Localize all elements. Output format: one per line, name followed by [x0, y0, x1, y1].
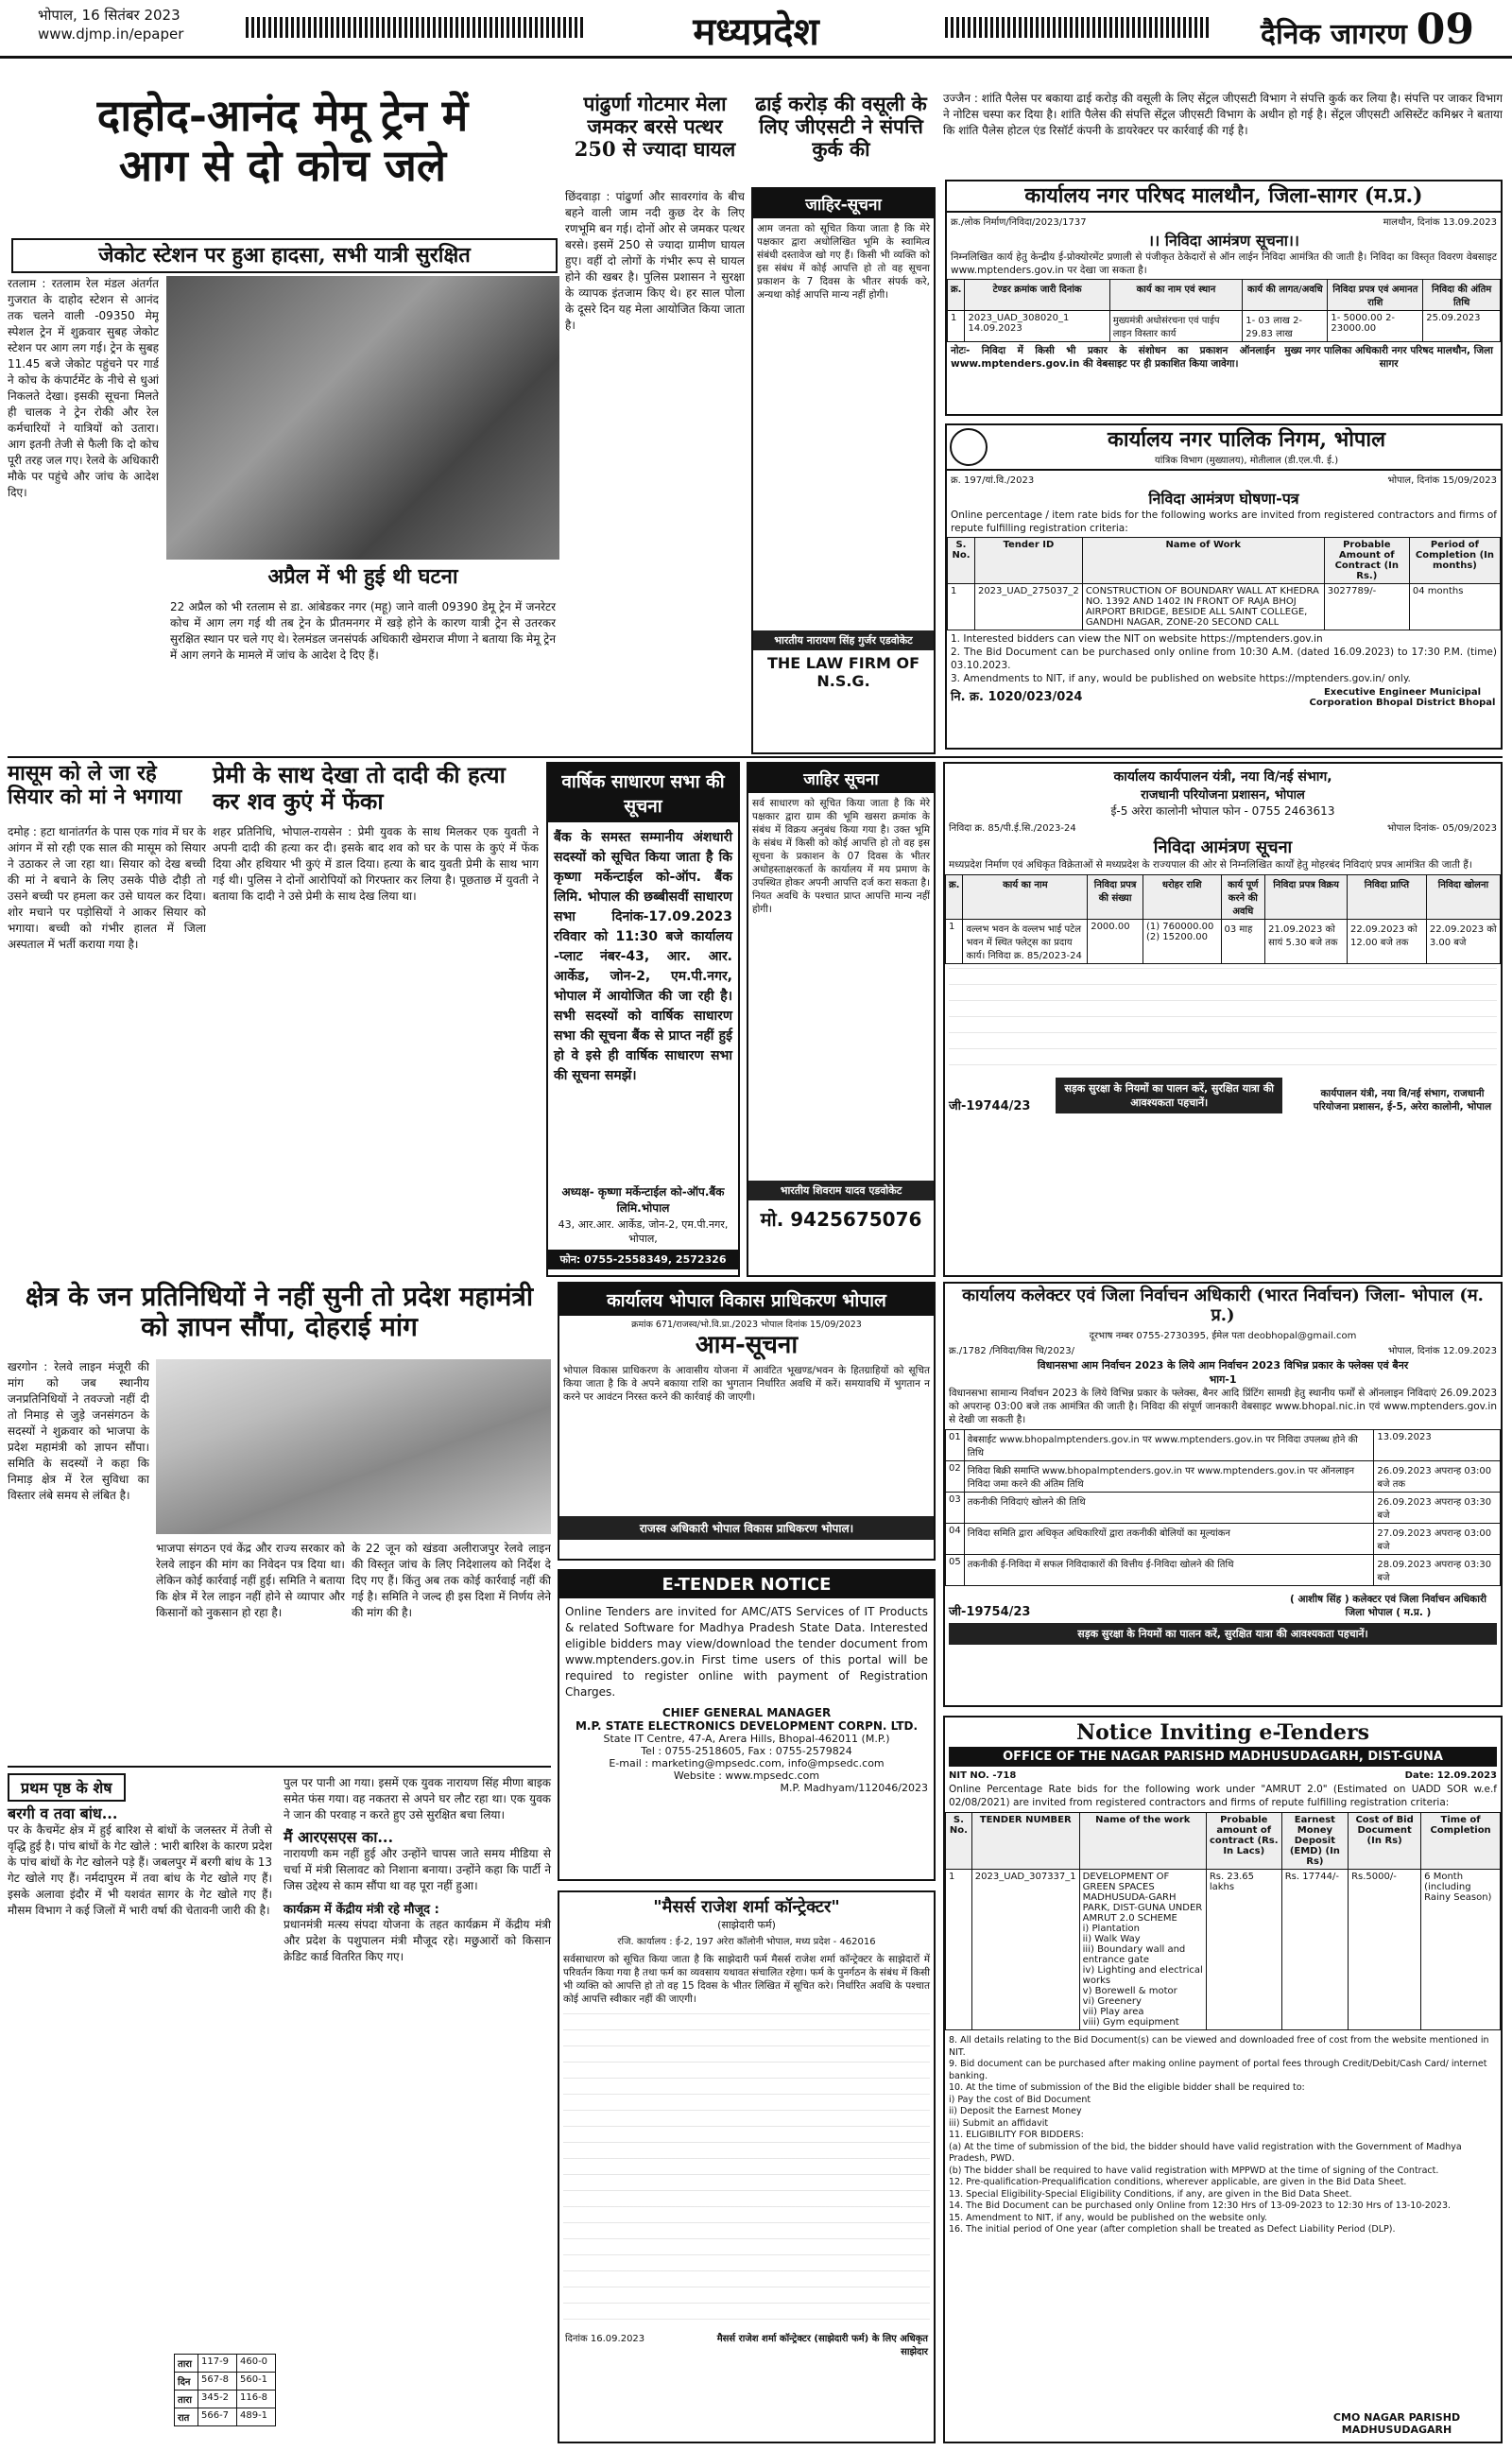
masthead-hatch-left: [246, 17, 586, 38]
bda-sub: आम-सूचना: [695, 1331, 799, 1359]
table-row: 1 वल्लभ भवन के वल्लभ भाई पटेल भवन में स्थित फ्लेट्स का प्रदाय कार्य। निविदा क्र. 85/2023-24 2000.00 (1) 760000.00 (2) 15200.00 03 माह 21.09.2023 को सायं 5.30 बजे तक 22.09.2023 को 12.00 बजे तक 22.09.2023 को 3.00 बजे: [946, 920, 1501, 964]
kalyan-date: भोपाल दिनांक- 05/09/2023: [1387, 823, 1497, 834]
table-row: 1 2023_UAD_307337_1 DEVELOPMENT OF GREEN SPACES MADHUSUDA-GARH PARK, DIST-GUNA UNDER AMRUT 2.0 SCHEME i) Plantation ii) Walk Way iii) Boundary wall and entrance gate iv) Lighting and electrical works v) Borewell & motor vi) Greenery vii) Play area viii) Gym equipment Rs. 23.65 lakhs Rs. 17744/- Rs.5000/- 6 Month (including Rainy Season): [946, 1870, 1501, 2030]
janpratinidhi-body-3: के 22 जून को खंडवा अलीराजपुर रेलवे लाइन की विस्तृत जांच के लिए निदेशालय को निर्देश दे दिए गए हैं। किंतु अब तक कोई कार्रवाई नहीं की गई है। समिति ने जल्द ही इस दिशा में निर्णय लेने की मांग की है।: [352, 1542, 551, 1619]
masum-body: दमोह : हटा थानांतर्गत के पास एक गांव में घर के आंगन में सो रही एक साल की मासूम को सियार ने उठाकर ले जा रहा था। सियार को देख बच्ची की मां ने बचाने के लिए उसके पीछे दौड़ी तो उसने बच्ची पर हमला कर उसे घायल कर दिया। शोर मचाने पर पड़ोसियों ने आकर सियार को भगाया। बच्ची को गंभीर हालत में जिला अस्पताल में भर्ती कराया गया है।: [8, 825, 206, 951]
bmc-title: कार्यालय नगर पालिक निगम, भोपाल: [1107, 427, 1386, 453]
lead-headline-2: आग से दो कोच जले: [118, 139, 447, 191]
rain-table: [174, 2354, 276, 2426]
bda-notice: [558, 1282, 936, 1561]
malthone-intro: निम्नलिखित कार्य हेतु केन्द्रीय ई-प्रोक्योरमेंट प्रणाली से पंजीकृत ठेकेदारों से ऑन लाईन निविदा आमंत्रित की जाती है। निविदा का विस्तृत विवरण वेबसाइट www.mptenders.gov.in पर देखा जा सकता है।: [951, 251, 1497, 277]
pratham-body-4: प्रधानमंत्री मत्स्य संपदा योजना के तहत कार्यक्रम में केंद्रीय मंत्री और प्रदेश के पशुपालन मंत्री मौजूद रहे। मछुआरों को किसान क्रेडिट कार्ड वितरित किए गए।: [284, 1918, 551, 1964]
masthead-section: मध्यप्रदेश: [693, 9, 819, 54]
guna-ref: NIT NO. -718: [949, 1770, 1017, 1782]
collector-part: भाग-1: [1209, 1373, 1237, 1387]
janpratinidhi-headline: क्षेत्र के जन प्रतिनिधियों ने नहीं सुनी तो प्रदेश महामंत्री को ज्ञापन सौंपा, दोहराई मांग: [25, 1281, 534, 1343]
etender-ro: M.P. Madhyam/112046/2023: [780, 1782, 928, 1794]
malthone-ref: क्र./लोक निर्माण/निविदा/2023/1737: [951, 217, 1087, 229]
bda-sign: राजस्व अधिकारी भोपाल विकास प्राधिकरण भोपाल।: [559, 1516, 934, 1540]
table-row: 1 2023_UAD_275037_2 CONSTRUCTION OF BOUNDARY WALL AT KHEDRA NO. 1392 AND 1402 IN FRONT OF RAJA BHOJ AIRPORT BRIDGE, BESIDE ALL SAINT COLLEGE, GANDHI NAGAR, ZONE-20 SECOND CALL 3027789/- 04 months: [948, 584, 1501, 630]
lead-photo-body: 22 अप्रैल को भी रतलाम से डा. आंबेडकर नगर (महू) जाने वाली 09390 डेमू ट्रेन में जनरेटर कोच में आग लग गई थी तब ट्रेन के प्रीतमनगर में खड़े होने के कारण यात्री ट्रेन से उतरकर सुरक्षित स्थान पर चले गए थे। रेलमंडल जनसंपर्क अधिकारी खेमराज मीणा ने बताया कि मेमू ट्रेन में आग लगने के मामले में जांच के आदेश दे दिए हैं।: [170, 600, 556, 662]
table-row: तारा 345-2 116-8: [175, 2391, 276, 2408]
pratham-section: [8, 1766, 551, 2443]
bmc-notice: निविदा आमंत्रण घोषणा-पत्र: [1148, 490, 1299, 508]
kalyan-notice: निविदा आमंत्रण सूचना: [1153, 837, 1293, 857]
bmc-sub: यांत्रिक विभाग (मुख्यालय), मोतीलाल (डी.एल.पी. ई.): [1154, 455, 1339, 466]
collector-intro: विधानसभा सामान्य निर्वाचन 2023 के लिये विभिन्न प्रकार के फ्लेक्स, बैनर आदि प्रिंटिंग सामग्री हेतु स्थानीय फर्मों से ऑनलाइन निविदाएं 26.09.2023 को अपरान्ह 03:00 बजे तक आमंत्रित की जाती है। निविदा की संपूर्ण जानकारी वेबसाइट www.bhopal.nic.in एवं www.mptenders.gov.in से देखी जा सकती है।: [949, 1388, 1497, 1426]
lead-photo-caption: अप्रैल में भी हुई थी घटना: [267, 564, 458, 589]
jahir-notice-2: [747, 762, 936, 1277]
collector-slogan: सड़क सुरक्षा के नियमों का पालन करें, सुरक्षित यात्रा की आवश्यकता पहचानें।: [949, 1623, 1497, 1645]
bmc-ref: क्र. 197/यां.वि./2023: [951, 475, 1035, 486]
collector-ro: जी-19754/23: [949, 1605, 1031, 1620]
agm-notice: [546, 762, 740, 1277]
jahir-1-advocate: भारतीय नारायण सिंह गुर्जर एडवोकेट: [753, 630, 934, 650]
pratham-body-1: पर के कैचमेंट क्षेत्र में हुई बारिश से बांधों के जलस्तर में तेजी से वृद्धि हुई है। पांच बांधों के गेट खोले : भारी बारिश के कारण प्रदेश के पांच बांधों के गेट खोलने पड़े हैं। जबलपुर में बरगी बांध के 13 गेट खोले गए हैं। नर्मदापुरम में तवा बांध के गेट खोले गए हैं। इसके अलावा इंदौर में भी यशवंत सागर के गेट खोले गए हैं। मौसम विभाग ने कई जिलों में भारी वर्षा की चेतावनी जारी की है।: [8, 1823, 272, 1918]
agm-sign: अध्यक्ष- कृष्णा मर्केन्टाईल को-ऑप.बैंक लिमि.भोपाल: [561, 1185, 725, 1215]
bmc-table: S. No. Tender ID Name of Work Probable Amount of Contract (In Rs.) Period of Completion (In months) 1 2023_UAD_275037_2 CONSTRUCTION OF BOUNDARY WALL AT KHEDRA NO. 1392 AND 1402 IN FRONT OF RAJA BHOJ AIRPORT BRIDGE, BESIDE ALL SAINT COLLEGE, GANDHI NAGAR, ZONE-20 SECOND CALL 3027789/- 04 months: [947, 537, 1501, 630]
agm-phone: फोन: 0755-2558349, 2572326: [548, 1250, 738, 1269]
lead-headline-block: [8, 91, 558, 195]
malthone-h5: निविदा की अंतिम तिथि: [1423, 280, 1501, 311]
malthone-h3: कार्य की लागत/अवधि: [1243, 280, 1328, 311]
malthone-h0: क्र.: [948, 280, 965, 311]
bmc-seal-icon: [950, 428, 988, 466]
malthone-table: [947, 279, 1501, 342]
bda-body: भोपाल विकास प्राधिकरण के आवासीय योजना में आवंटित भूखण्ड/भवन के हितग्राहियों को सूचित किया जाता है कि वे अपने बकाया राशि का भुगतान निर्धारित अवधि में करें। समयावधि में भुगतान न करने पर आवंटन निरस्त करने की कार्रवाई की जाएगी।: [563, 1364, 930, 1403]
bmc-tender: [945, 423, 1503, 750]
table-row: 03 तकनीकी निविदाएं खोलने की तिथि 26.09.2023 अपरान्ह 03:30 बजे: [946, 1493, 1501, 1524]
etender-body: Online Tenders are invited for AMC/ATS Services of IT Products & related Software for Madhya Pradesh State Data. Interested eligible bidders may view/download the tender document from www.mptenders.gov.in First time users of this portal will be required to register online with payment of Registration Charges.: [565, 1605, 928, 1699]
malthone-signatory: मुख्य नगर पालिका अधिकारी नगर परिषद मालथौन, जिला सागर: [1284, 345, 1493, 371]
jahir-2-advocate: भारतीय शिवराम यादव एडवोकेट: [748, 1181, 934, 1200]
malthone-h1: टेण्डर क्रमांक जारी दिनांक: [965, 280, 1109, 311]
guna-tender: [943, 1716, 1503, 2443]
lead-body: रतलाम : रतलाम रेल मंडल अंतर्गत गुजरात के दाहोद स्टेशन से आनंद तक चलने वाली -09350 मेमू स्पेशल ट्रेन में शुक्रवार सुबह जेकोट स्टेशन पर आग लग गई। ट्रेन के सुबह 11.45 बजे जेकोट पहुंचने पर गार्ड ने कोच के कंपार्टमेंट के नीचे से धुआं निकलते देखा। इसकी सूचना मिलते ही चालक ने ट्रेन रोकी और रेल कर्मचारियों ने यात्रियों को उतारा। आग इतनी तेजी से फैली कि दो कोच पूरी तरह जल गए। रेलवे के अधिकारी मौके पर पहुंचे और जांच के आदेश दिए।: [8, 277, 159, 499]
malthone-tender: [945, 180, 1503, 416]
kalyan-intro: मध्यप्रदेश निर्माण एवं अधिकृत विक्रेताओं से मध्यप्रदेश के राज्यपाल की ओर से निम्नलिखित कार्यों हेतु मोहरबंद निविदाएं प्रपत्र आमंत्रित की जाती हैं।: [949, 859, 1472, 871]
collector-ref: क्र./1782 /निविदा/विस चि/2023/: [949, 1346, 1075, 1357]
agm-addr: 43, आर.आर. आर्केड, जोन-2, एम.पी.नगर, भोपाल,: [558, 1218, 729, 1245]
bda-ref: क्रमांक 671/राजस्व/भो.वि.प्रा./2023 भोपाल दिनांक 15/09/2023: [631, 1320, 862, 1330]
table-row: 05 तकनीकी ई-निविदा में सफल निविदाकारों की वित्तीय ई-निविदा खोलने की तिथि 28.09.2023 अपरान्ह 03:30 बजे: [946, 1555, 1501, 1586]
paper-name: दैनिक जागरण: [1261, 18, 1407, 51]
masthead: [0, 0, 1512, 59]
lead-train-photo: [166, 276, 559, 560]
kalyan-slogan: सड़क सुरक्षा के नियमों का पालन करें, सुरक्षित यात्रा की आवश्यकता पहचानें।: [1056, 1078, 1282, 1113]
kalyan-ref: निविदा क्र. 85/पी.ई.सि./2023-24: [949, 823, 1076, 834]
malthone-h4: निविदा प्रपत्र एवं अमानत राशि: [1328, 280, 1423, 311]
premi-body: शहर प्रतिनिधि, भोपाल-रायसेन : प्रेमी युवक के साथ मिलकर एक युवती ने अपनी दादी की हत्या कर दी। इसके बाद शव को घर के पास के कुएं में फेंक दिया और हथियार भी कुएं में डाल दिया। हत्या के बाद युवती प्रेमी के साथ भाग गई थी। पुलिस ने दोनों आरोपियों को गिरफ्तार कर लिया है। पूछताछ में युवती ने बताया कि दादी ने उसे प्रेमी के साथ देख लिया था।: [213, 825, 539, 903]
malthone-date: मालथौन, दिनांक 13.09.2023: [1383, 217, 1497, 229]
bmc-intro: Online percentage / item rate bids for the following works are invited from registered contractors and firms of repute fulfilling registration criteria:: [951, 509, 1497, 534]
pratham-h3: कार्यक्रम में केंद्रीय मंत्री रहे मौजूद :: [284, 1903, 439, 1918]
guna-sign: CMO NAGAR PARISHD MADHUSUDAGARH: [1332, 2411, 1461, 2436]
rajesh-sub: (साझेदारी फर्म): [717, 1918, 776, 1931]
jahir-1-body: आम जनता को सूचित किया जाता है कि मेरे पक्षकार द्वारा अधोलिखित भूमि के स्वामित्व संबंधी दस्तावेज खो गए हैं। किसी भी व्यक्ति को इस संबंध में कोई आपत्ति हो तो वह सूचना प्रकाशन के 7 दिवस के भीतर संपर्क करे, अन्यथा कोई आपत्ति मान्य नहीं होगी।: [757, 223, 930, 301]
collector-title: कार्यालय कलेक्टर एवं जिला निर्वाचन अधिकारी (भारत निर्वाचन) जिला- भोपाल (म. प्र.): [962, 1286, 1484, 1325]
pratham-body-2: पुल पर पानी आ गया। इसमें एक युवक नारायण सिंह मीणा बाइक समेत फंस गया। वह नकतरा से अपने घर लौट रहा था। एक युवक ने जान की परवाह न करते हुए उसे सुरक्षित बचा लिया।: [284, 1776, 551, 1821]
rajesh-sign: मैसर्स राजेश शर्मा कॉन्ट्रेक्टर (साझेदारी फर्म) के लिए अधिकृत साझेदार: [716, 2333, 928, 2357]
jahir-1-firm: THE LAW FIRM OF N.S.G.: [766, 654, 920, 690]
table-row: दिन 567-8 560-1: [175, 2373, 276, 2391]
collector-contact: दूरभाष नम्बर 0755-2730395, ईमेल पता deobhopal@gmail.com: [1089, 1331, 1357, 1342]
kalyan-title: कार्यालय कार्यपालन यंत्री, नया वि/नई संभाग,: [1113, 769, 1332, 785]
jahir-notice-1: [751, 187, 936, 754]
masthead-hatch-right: [945, 17, 1210, 38]
jahir-2-phone: मो. 9425675076: [760, 1208, 922, 1231]
masthead-url[interactable]: www.djmp.in/epaper: [38, 26, 184, 43]
guna-intro: Online Percentage Rate bids for the following work under "AMRUT 2.0" (Estimated on UADD SOR w.e.f 02/08/2021) are invited from registered contractors and firms of repute fulfilling registration criteria:: [949, 1784, 1497, 1809]
page-number: 09: [1416, 6, 1474, 54]
kalyan-sign: कार्यपालन यंत्री, नया वि/नई संभाग, राजधानी परियोजना प्रशासन, ई-5, अरेरा कालोनी, भोपाल: [1313, 1088, 1492, 1113]
masthead-date: भोपाल, 16 सितंबर 2023: [38, 7, 180, 24]
pratham-title: प्रथम पृष्ठ के शेष: [8, 1773, 126, 1802]
table-row: 02 निविदा बिक्री समाप्ति www.bhopalmptenders.gov.in पर www.mptenders.gov.in पर ऑनलाइन निविदा जमा करने की अंतिम तिथि 26.09.2023 अपरान्ह 03:00 बजे तक: [946, 1461, 1501, 1493]
guna-date: Date: 12.09.2023: [1404, 1770, 1497, 1782]
malthone-note: नोटः- निविदा में किसी भी प्रकार के संशोधन का प्रकाशन ऑनलाईन www.mptenders.gov.in की वेबसाइट पर ही प्रकाशित किया जावेगा।: [951, 345, 1276, 371]
guna-table: S. No. TENDER NUMBER Name of the work Probable amount of contract (Rs. In Lacs) Earnest Money Deposit (EMD) (In Rs) Cost of Bid Document (In Rs) Time of Completion 1 2023_UAD_307337_1 DEVELOPMENT OF GREEN SPACES MADHUSUDA-GARH PARK, DIST-GUNA UNDER AMRUT 2.0 SCHEME i) Plantation ii) Walk Way iii) Boundary wall and entrance gate iv) Lighting and electrical works v) Borewell & motor vi) Greenery vii) Play area viii) Gym equipment Rs. 23.65 lakhs Rs. 17744/- Rs.5000/- 6 Month (including Rainy Season): [945, 1812, 1501, 2030]
rajesh-title: "मैसर्स राजेश शर्मा कॉन्ट्रेक्टर": [653, 1897, 840, 1917]
masthead-paper: [1261, 6, 1474, 54]
lead-subhead: जेकोट स्टेशन पर हुआ हादसा, सभी यात्री सुरक्षित: [11, 238, 558, 273]
masthead-dateline: [38, 6, 183, 43]
malthone-notice: ।। निविदा आमंत्रण सूचना।।: [1148, 232, 1299, 250]
jahir-1-title: जाहिर-सूचना: [753, 189, 934, 218]
kalyan-table: क्र. कार्य का नाम निविदा प्रपत्र की संख्या धरोहर राशि कार्य पूर्ण करने की अवधि निविदा प्रपत्र विक्रय निविदा प्राप्ति निविदा खोलना 1 वल्लभ भवन के वल्लभ भाई पटेल भवन में स्थित फ्लेट्स का प्रदाय कार्य। निविदा क्र. 85/2023-24 2000.00 (1) 760000.00 (2) 15200.00 03 माह 21.09.2023 को सायं 5.30 बजे तक 22.09.2023 को 12.00 बजे तक 22.09.2023 को 3.00 बजे: [945, 874, 1501, 964]
kalyan-addr: ई-5 अरेरा कालोनी भोपाल फोन - 0755 2463613: [1110, 804, 1335, 818]
kalyan-ro: जी-19744/23: [949, 1099, 1031, 1113]
collector-tender: [943, 1282, 1503, 1707]
bmc-date: भोपाल, दिनांक 15/09/2023: [1387, 475, 1497, 486]
guna-conditions: 8. All details relating to the Bid Document(s) can be viewed and downloaded free of cost from the website mentioned in NIT. 9. Bid document can be purchased after making online payment of portal fees through Credit/Debit/Cash Card/ internet banking. 10. At the time of submission of the Bid the eligible bidder shall be required to: i) Pay the cost of Bid Document ii) Deposit the Earnest Money iii) Submit an affidavit 11. ELIGIBILITY FOR BIDDERS: (a) At the time of submission of the bid, the bidder should have valid registration with the Government of Madhya Pradesh, PWD. (b) The bidder shall be required to have valid registration with MPPWD at the time of signing of the Contract. 12. Pre-qualification-Prequalification conditions, wherever applicable, are given in the Bid Data Sheet. 13. Special Eligibility-Special Eligibility Conditions, if any, are given in the Bid Data Sheet. 14. The Bid Document can be purchased only Online from 12:30 Hrs of 13-09-2023 to 12:30 Hrs of 13-10-2023. 15. Amendment to NIT, if any, would be published on the website only. 16. The initial period of One year (after completion shall be treated as Defect Liability Period (DLP).: [949, 2035, 1489, 2235]
table-row: 1 2023_UAD_308020_1 14.09.2023 मुख्यमंत्री अधोसंरचना एवं पाईप लाइन विस्तार कार्य 1- 03 लाख 2- 29.83 लाख 1- 5000.00 2- 23000.00 25.09.2023: [948, 311, 1501, 342]
masum-headline: मासूम को ले जा रहे सियार को मां ने भगाया: [8, 761, 182, 810]
table-row: 01 वेबसाईट www.bhopalmptenders.gov.in पर www.mptenders.gov.in पर निविदा उपलब्ध होने की तिथि 13.09.2023: [946, 1430, 1501, 1461]
etender-org: M.P. STATE ELECTRONICS DEVELOPMENT CORPN. LTD.: [575, 1719, 919, 1733]
agm-title: वार्षिक साधारण सभा की सूचना: [548, 764, 738, 822]
bmc-notes: 1. Interested bidders can view the NIT on website https://mptenders.gov.in 2. The Bid Document can be purchased only online from 10:30 A.M. (dated 16.09.2023) to 17:30 P.M. (time) 03.10.2023. 3. Amendments to NIT, if any, would be published on website https://mptenders.gov.in/ only.: [951, 633, 1497, 684]
janpratinidhi-body-1: खरगोन : रेलवे लाइन मंजूरी की मांग को जब स्थानीय जनप्रतिनिधियों ने तवज्जो नहीं दी तो निमाड़ से जुड़े जनसंगठन के सदस्यों ने शुक्रवार को भाजपा के प्रदेश महामंत्री को ज्ञापन सौंपा। समिति के सदस्यों ने कहा कि निमाड़ क्षेत्र में रेल सुविधा का विस्तार लंबे समय से लंबित है।: [8, 1360, 149, 1502]
bmc-signatory: Executive Engineer Municipal Corporation Bhopal District Bhopal: [1309, 687, 1496, 708]
bda-title: कार्यालय भोपाल विकास प्राधिकरण भोपाल: [559, 1284, 934, 1316]
kalyan-sub: राजधानी परियोजना प्रशासन, भोपाल: [1141, 788, 1305, 803]
mela-body: छिंदवाड़ा : पांढुर्णा और सावरगांव के बीच बहने वाली जाम नदी कुछ देर के लिए रणभूमि बन गई। दोनों ओर से जमकर पत्थर बरसे। इसमें 250 से ज्यादा ग्रामीण घायल हुए। वहीं दो लोगों के गंभीर रूप से घायल होने की खबर है। पुलिस प्रशासन ने सुरक्षा के व्यापक इंतजाम किए थे। हर साल पोला के दूसरे दिन यह मेला आयोजित किया जाता है।: [565, 190, 745, 332]
collector-subject: विधानसभा आम निर्वाचन 2023 के लिये आम निर्वाचन 2023 विभिन्न प्रकार के फ्लेक्स एवं बैनर: [1037, 1359, 1409, 1372]
pratham-h1: बरगी व तवा बांध...: [8, 1804, 118, 1822]
lead-headline-1: दाहोद-आनंद मेमू ट्रेन में: [96, 91, 469, 141]
malthone-title: कार्यालय नगर परिषद मालथौन, जिला-सागर (म.प्र.): [947, 181, 1501, 213]
pratham-body-3: नारायणी कम नहीं हुई और उन्होंने चापस जाते समय मीडिया से चर्चा में मंत्री सिलावट को निशाना बनाया। उन्होंने कहा कि पार्टी ने जिस उद्देश्य से काम सौंपा था वह पूरा नहीं हुआ।: [284, 1847, 551, 1893]
rajesh-notice: [558, 1890, 936, 2443]
malthone-h2: कार्य का नाम एवं स्थान: [1109, 280, 1243, 311]
etender-notice: [558, 1569, 936, 1881]
guna-sub: OFFICE OF THE NAGAR PARISHD MADHUSUDAGARH, DIST-GUNA: [949, 1747, 1497, 1767]
rajesh-addr: रजि. कार्यालय : ई-2, 197 अरेरा कॉलोनी भोपाल, मध्य प्रदेश - 462016: [617, 1936, 876, 1947]
premi-headline: प्रेमी के साथ देखा तो दादी की हत्या कर शव कुएं में फेंका: [213, 761, 506, 815]
etender-addr: State IT Centre, 47-A, Arera Hills, Bhopal-462011 (M.P.): [603, 1733, 890, 1745]
kalyan-tender: [943, 762, 1503, 1277]
jahir-2-body: सर्व साधारण को सूचित किया जाता है कि मेरे पक्षकार द्वारा ग्राम की भूमि खसरा क्रमांक के संबंध में विक्रय अनुबंध किया गया है। उक्त भूमि के संबंध में किसी को कोई आपत्ति हो तो वह इस सूचना के प्रकाशन के 07 दिवस के भीतर अधोहस्ताक्षरकर्ता के कार्यालय में मय प्रमाण के उपस्थित होकर अपनी आपत्ति दर्ज करा सकता है। नियत अवधि के पश्चात प्राप्त आपत्ति मान्य नहीं होगी।: [752, 798, 930, 915]
etender-phone: Tel : 0755-2518605, Fax : 0755-2579824: [641, 1745, 852, 1757]
table-row: तारा 117-9 460-0: [175, 2355, 276, 2373]
collector-date: भोपाल, दिनांक 12.09.2023: [1387, 1346, 1497, 1357]
bmc-ro: नि. क्र. 1020/023/024: [951, 690, 1083, 704]
collector-sign: ( आशीष सिंह ) कलेक्टर एवं जिला निर्वाचन अधिकारी जिला भोपाल ( म.प्र. ): [1290, 1594, 1486, 1619]
janpratinidhi-body-2: भाजपा संगठन एवं केंद्र और राज्य सरकार को रेलवे लाइन की मांग का निवेदन पत्र दिया था। लेकिन कोई कार्रवाई नहीं हुई। समिति ने बताया कि क्षेत्र में रेल लाइन नहीं होने से व्यापार और किसानों को नुकसान हो रहा है।: [156, 1542, 345, 1619]
table-row: 04 निविदा समिति द्वारा अधिकृत अधिकारियों द्वारा तकनीकी बोलियों का मूल्यांकन 27.09.2023 अपरान्ह 03:00 बजे: [946, 1524, 1501, 1555]
rajesh-body: सर्वसाधारण को सूचित किया जाता है कि साझेदारी फर्म मैसर्स राजेश शर्मा कॉन्ट्रेक्टर के साझेदारों में परिवर्तन किया गया है तथा फर्म का व्यवसाय यथावत संचालित रहेगा। फर्म के पुनर्गठन के संबंध में किसी भी व्यक्ति को आपत्ति हो तो वह 15 दिवस के भीतर लिखित में सूचित करे। निर्धारित अवधि के पश्चात कोई आपत्ति स्वीकार नहीं की जाएगी।: [563, 1953, 930, 2005]
pratham-h2: मैं आरएसएस का...: [284, 1828, 394, 1846]
guna-title: Notice Inviting e-Tenders: [1075, 1720, 1370, 1745]
tax-headline: ढाई करोड़ की वसूली के लिए जीएसटी ने संपत्ति कुर्क की: [755, 92, 927, 162]
collector-table: [945, 1429, 1501, 1586]
mela-headline: पांढुर्णा गोटमार मेला जमकर बरसे पत्थर 250 से ज्यादा घायल: [574, 92, 736, 162]
etender-title: E-TENDER NOTICE: [559, 1571, 934, 1598]
etender-sign: CHIEF GENERAL MANAGER: [662, 1706, 832, 1719]
etender-email[interactable]: E-mail : marketing@mpsedc.com, info@mpsedc.com: [609, 1757, 885, 1769]
etender-web[interactable]: Website : www.mpsedc.com: [673, 1769, 820, 1782]
jahir-2-title: जाहिर सूचना: [748, 764, 934, 793]
agm-body: बैंक के समस्त सम्मानीय अंशधारी सदस्यों को सूचित किया जाता है कि कृष्णा मर्केन्टाईल को-ऑप. बैंक लिमि. भोपाल की छब्बीसवीं साधारण सभा दिनांक-17.09.2023 रविवार को 11:30 बजे कार्यालय -प्लाट नंबर-43, आर. आर. आर्केड, जोन-2, एम.पी.नगर, भोपाल में आयोजित की जा रही है। सभी सदस्यों को वार्षिक साधारण सभा की सूचना बैंक से प्राप्त नहीं हुई हो वे इसे ही वार्षिक साधारण सभा की सूचना समझें।: [554, 830, 732, 1083]
rajesh-date: दिनांक 16.09.2023: [565, 2333, 645, 2344]
janpratinidhi-photo: [156, 1359, 551, 1534]
tax-body: उज्जैन : शांति पैलेस पर बकाया ढाई करोड़ की वसूली के लिए सेंट्रल जीएसटी विभाग ने संपत्ति कुर्क कर लिया है। संपत्ति पर जाकर विभाग ने नोटिस चस्पा कर दिया है। शांति पैलेस की संपत्ति सेंट्रल जीएसटी विभाग के अधीन हो गई है। सेंट्रल जीएसटी असिस्टेंट कमिश्नर ने बताया कि शांति पैलेस होटल एंड रिसॉर्ट कंपनी के डायरेक्टर पर कार्रवाई की गई है।: [943, 92, 1503, 137]
table-row: रात 566-7 489-1: [175, 2408, 276, 2426]
